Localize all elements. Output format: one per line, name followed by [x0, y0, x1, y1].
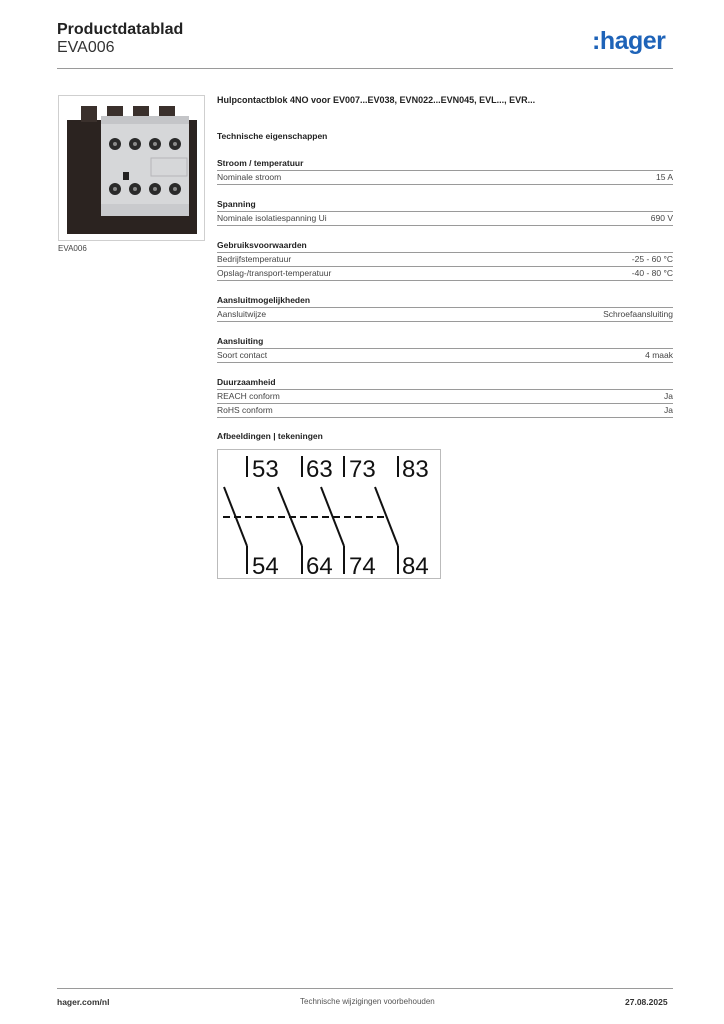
- spec-row: [217, 171, 673, 185]
- terminal-label: 53: [252, 456, 279, 483]
- photo-caption: EVA006: [58, 244, 87, 253]
- spec-row: [217, 404, 673, 418]
- spec-group: [217, 157, 673, 185]
- spec-group: [217, 376, 673, 418]
- product-details: [217, 95, 673, 441]
- spec-group-title: Aansluiting: [217, 335, 673, 349]
- images-title: Afbeeldingen | tekeningen: [217, 431, 323, 441]
- spec-group: [217, 239, 673, 281]
- spec-group-title: Stroom / temperatuur: [217, 157, 673, 171]
- product-code: EVA006: [57, 39, 115, 56]
- terminal-label: 63: [306, 456, 333, 483]
- document-title: Productdatablad: [57, 21, 184, 38]
- contact-diagram: [217, 449, 441, 579]
- spec-group: [217, 335, 673, 363]
- spec-row: [217, 212, 673, 226]
- spec-label: Soort contact: [217, 350, 268, 360]
- terminal-label: 73: [349, 456, 376, 483]
- spec-group-title: Spanning: [217, 198, 673, 212]
- spec-value: Schroefaansluiting: [603, 309, 673, 319]
- terminal-label: 83: [402, 456, 429, 483]
- footer-divider: [57, 988, 673, 989]
- spec-value: Ja: [664, 391, 673, 401]
- hager-logo: :hager: [592, 27, 666, 55]
- product-title: Hulpcontactblok 4NO voor EV007...EV038, EVN022...EVN045, EVL..., EVR...: [217, 95, 536, 105]
- spec-row: [217, 253, 673, 267]
- spec-label: Opslag-/transport-temperatuur: [217, 268, 332, 278]
- spec-group: [217, 198, 673, 226]
- spec-value: -40 - 80 °C: [631, 268, 673, 278]
- spec-value: 15 A: [655, 172, 673, 182]
- spec-value: -25 - 60 °C: [631, 254, 673, 264]
- spec-row: [217, 390, 673, 404]
- spec-label: Aansluitwijze: [217, 309, 267, 319]
- terminal-label: 74: [349, 553, 376, 578]
- spec-group-title: Aansluitmogelijkheden: [217, 294, 673, 308]
- spec-row: [217, 308, 673, 322]
- spec-row: [217, 349, 673, 363]
- spec-value: Ja: [664, 405, 673, 415]
- terminal-label: 84: [402, 553, 429, 578]
- spec-group-title: Duurzaamheid: [217, 376, 673, 390]
- spec-label: Nominale isolatiespanning Ui: [217, 213, 327, 223]
- spec-row: [217, 267, 673, 281]
- spec-group: [217, 294, 673, 322]
- spec-label: RoHS conform: [217, 405, 273, 415]
- footer-date: 27.08.2025: [625, 997, 668, 1007]
- footer-disclaimer: Technische wijzigingen voorbehouden: [300, 997, 435, 1006]
- product-photo: [58, 95, 205, 241]
- header-divider: [57, 68, 673, 69]
- footer-website-link[interactable]: hager.com/nl: [57, 997, 110, 1007]
- terminal-label: 64: [306, 553, 333, 578]
- terminal-label: 54: [252, 553, 279, 578]
- spec-label: REACH conform: [217, 391, 280, 401]
- spec-value: 4 maak: [645, 350, 673, 360]
- spec-group-title: Gebruiksvoorwaarden: [217, 239, 673, 253]
- spec-value: 690 V: [650, 213, 673, 223]
- spec-label: Nominale stroom: [217, 172, 282, 182]
- spec-label: Bedrijfstemperatuur: [217, 254, 292, 264]
- section-title: Technische eigenschappen: [217, 131, 328, 141]
